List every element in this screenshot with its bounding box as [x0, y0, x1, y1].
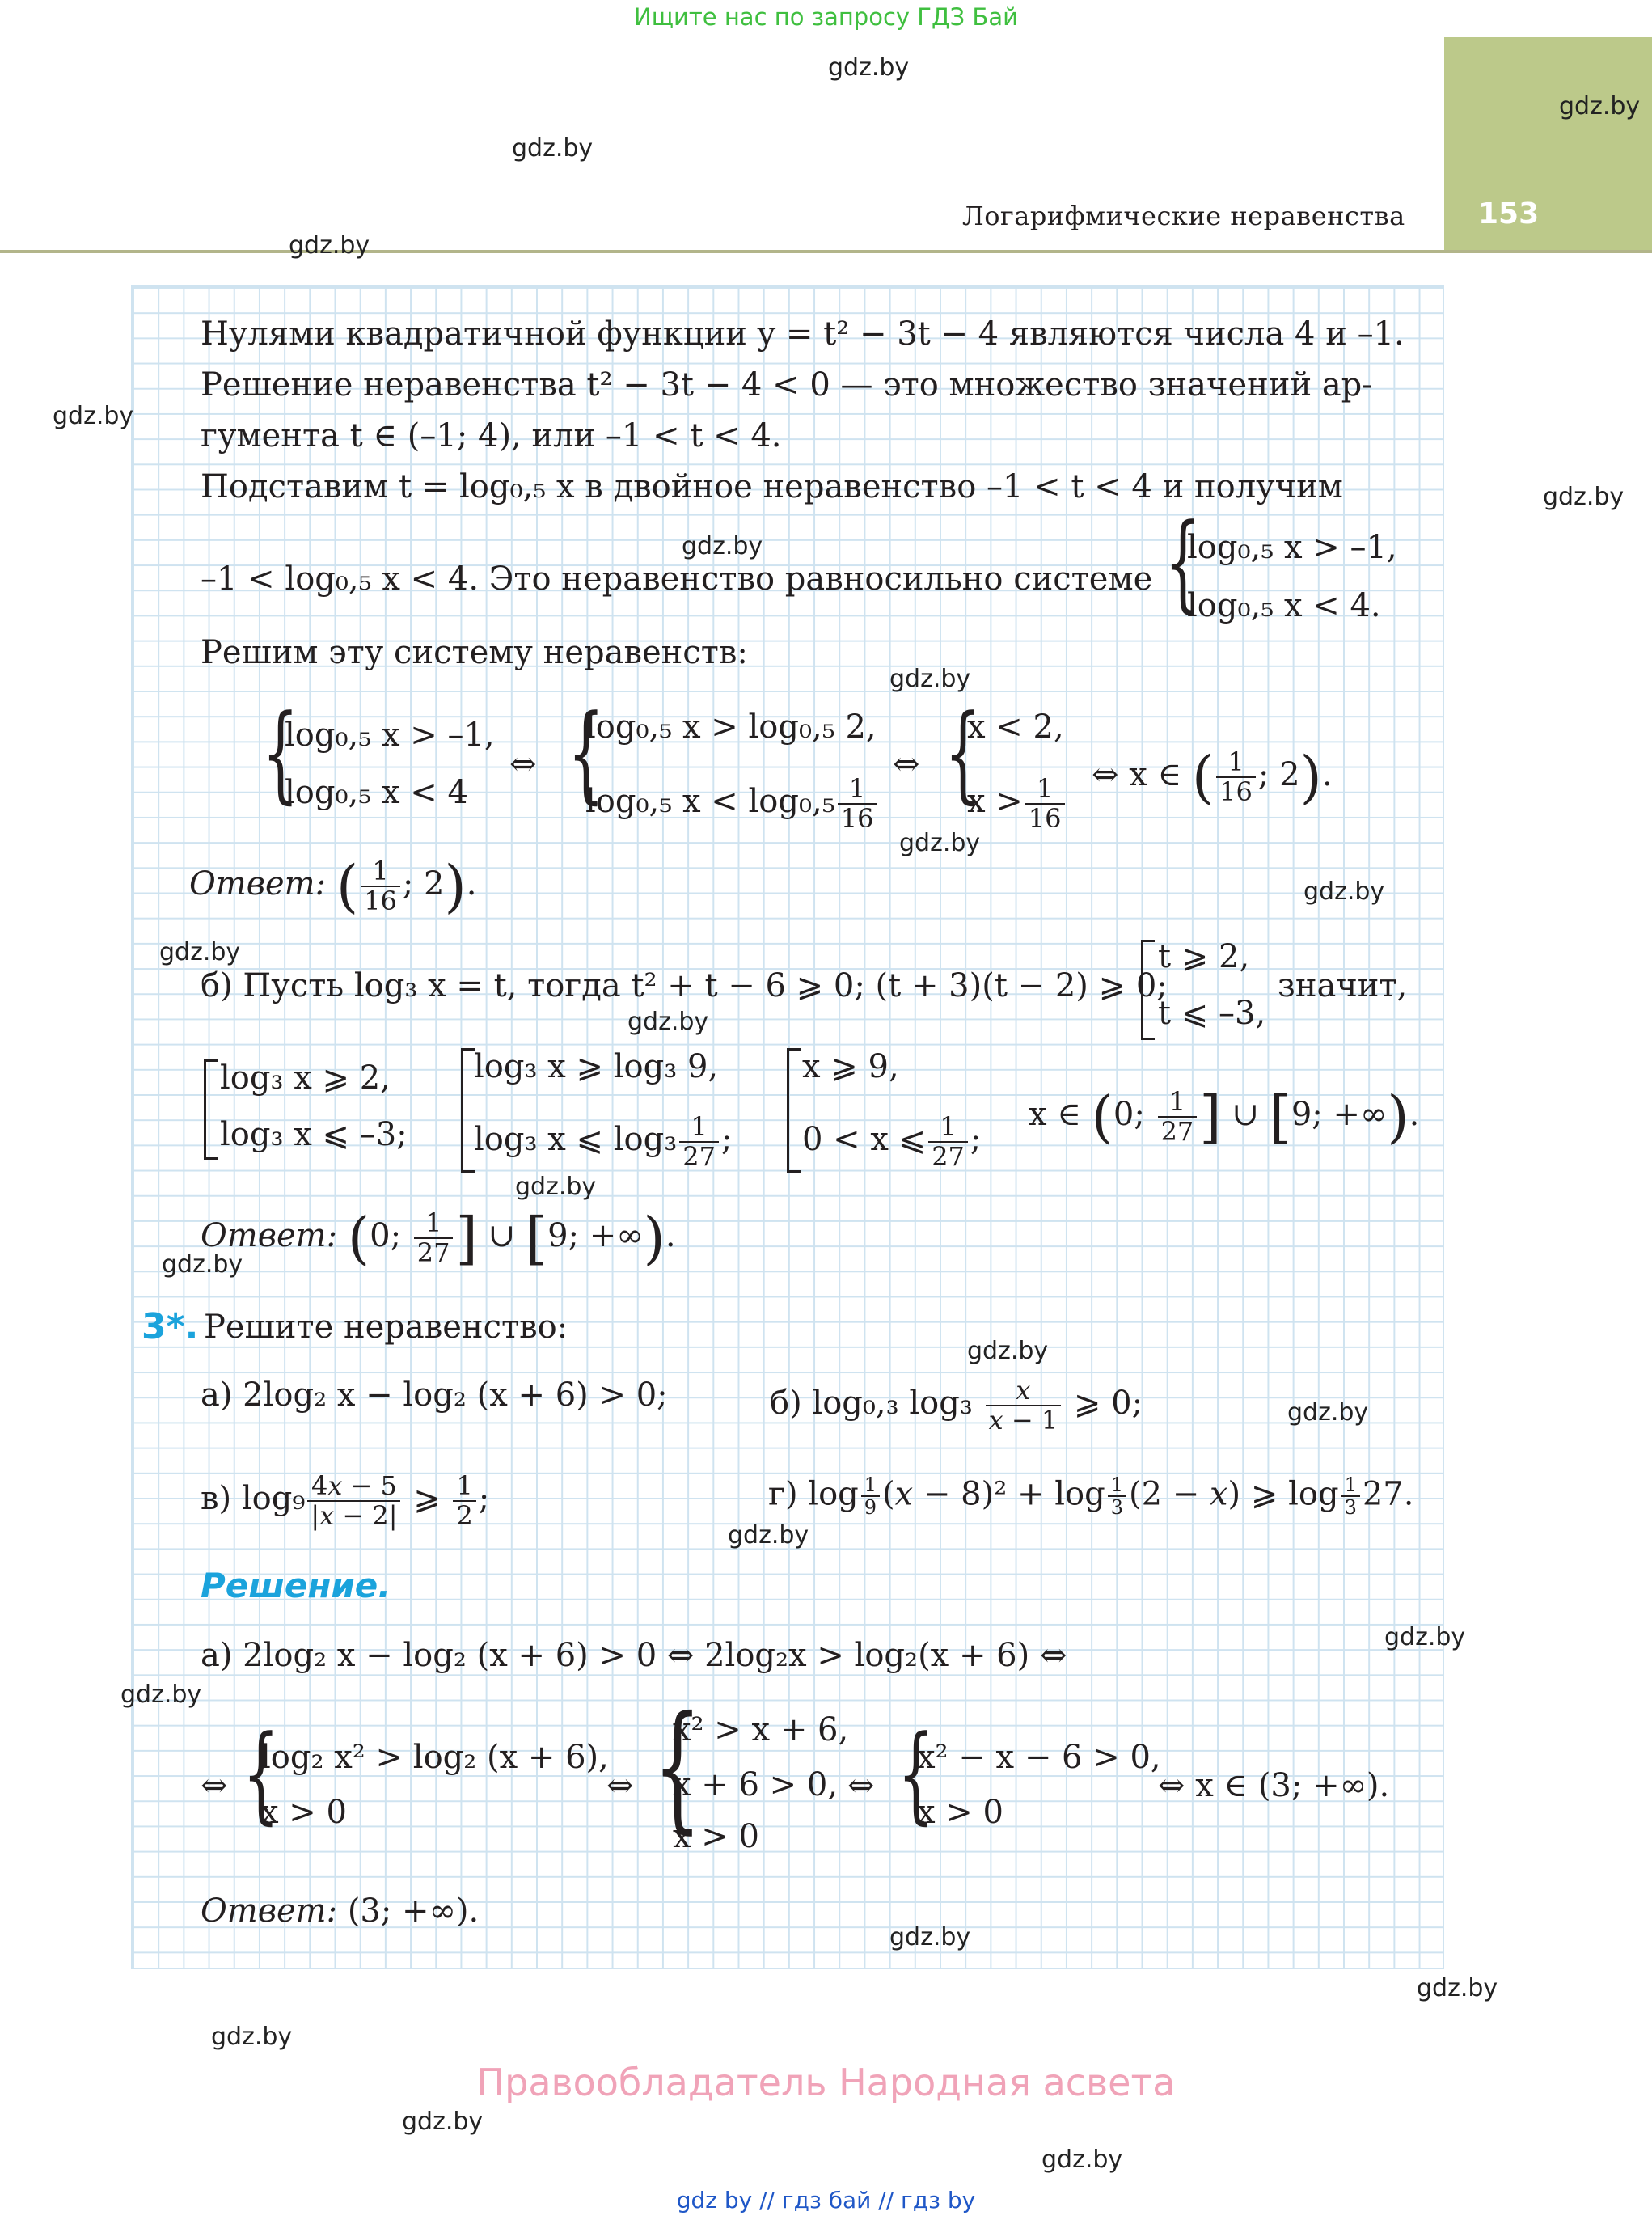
text-line: Решим эту систему неравенств:: [201, 634, 748, 671]
system-line: x > 0: [673, 1818, 759, 1855]
watermark: gdz.by: [289, 231, 370, 260]
system-line: log₀,₅ x > –1,: [285, 717, 495, 754]
equiv-sign: ⇔: [606, 1767, 634, 1804]
watermark: gdz.by: [682, 532, 763, 560]
system-line: x > 0: [260, 1794, 347, 1831]
system-brace: {: [243, 1712, 280, 1835]
task-item: в) log₉ $\frac{4x - 5}{|x - 2|}$ ⩾ $\frac{1}{2}$ ;: [201, 1470, 490, 1532]
text-line: –1 < log₀,₅ x < 4. Это неравенство равносильно системе: [201, 560, 1153, 598]
watermark: gdz.by: [211, 2023, 293, 2051]
top-banner[interactable]: Ищите нас по запросу ГДЗ Бай: [634, 3, 1018, 31]
math-line: x ∈ (0; $\frac{1}{27}$ ] ∪ [9; +∞).: [1029, 1084, 1420, 1150]
system-line: x < 2,: [967, 708, 1064, 746]
watermark: gdz.by: [159, 938, 241, 966]
system-line: t ⩽ –3,: [1158, 995, 1266, 1032]
answer-line: Ответ: (0; $\frac{1}{27}$ ] ∪ [9; +∞).: [201, 1205, 676, 1271]
system-line: x > $\frac{1}{16}$: [967, 775, 1067, 833]
system-line: x² > x + 6,: [673, 1711, 849, 1748]
task-text: Решите неравенство:: [204, 1309, 568, 1346]
page-number: 153: [1478, 197, 1540, 230]
text-line: б) Пусть log₃ x = t, тогда t² + t − 6 ⩾ 0; (t + 3)(t − 2) ⩾ 0;: [201, 967, 1168, 1004]
system-brace: {: [898, 1712, 935, 1835]
system-line: log₀,₅ x > –1,: [1187, 529, 1397, 566]
text-line: Нулями квадратичной функции y = t² − 3t − 4 являются числа 4 и –1.: [201, 315, 1405, 353]
system-line: 0 < x ⩽ $\frac{1}{27}$ ;: [802, 1111, 982, 1173]
text-line: Подставим t = log₀,₅ x в двойное неравенство –1 < t < 4 и получим: [201, 468, 1343, 505]
watermark: gdz.by: [1287, 1398, 1369, 1427]
task-item: а) 2log₂ x − log₂ (x + 6) > 0;: [201, 1376, 668, 1414]
watermark: gdz.by: [889, 665, 971, 693]
set-bracket: [461, 1048, 475, 1173]
watermark: gdz.by: [53, 402, 134, 430]
task-item: б) log₀,₃ log₃ $\frac{x}{x - 1}$ ⩾ 0;: [770, 1375, 1143, 1436]
text-line: Решение неравенства t² − 3t − 4 < 0 — это множество значений ар-: [201, 366, 1373, 404]
system-line: log₃ x ⩽ –3;: [220, 1116, 408, 1153]
footer-links[interactable]: gdz by // гдз бай // гдз by: [676, 2187, 976, 2213]
text-line: значит,: [1278, 967, 1408, 1004]
watermark: gdz.by: [1417, 1974, 1498, 2002]
watermark: gdz.by: [899, 829, 981, 857]
watermark: gdz.by: [1543, 483, 1625, 511]
equiv-sign: ⇔: [893, 746, 920, 783]
equiv-sign: ⇔: [847, 1767, 875, 1804]
system-line: log₃ x ⩽ log₃ $\frac{1}{27}$ ;: [474, 1111, 733, 1173]
watermark: gdz.by: [889, 1923, 971, 1951]
equiv-sign: ⇔: [509, 746, 537, 783]
task-item: г) log $\frac{1}{9}$ (x − 8)² + log $\frac{1}{3}$ (2 − x) ⩾ log $\frac{1}{3}$ 27.: [768, 1474, 1414, 1520]
watermark: gdz.by: [1559, 92, 1641, 121]
system-line: x > 0: [917, 1794, 1003, 1831]
system-brace: {: [568, 691, 605, 814]
watermark: gdz.by: [162, 1250, 243, 1279]
system-line: log₃ x ⩾ 2,: [220, 1059, 391, 1097]
system-brace: {: [944, 691, 982, 814]
watermark: gdz.by: [515, 1173, 597, 1201]
system-line: x² − x − 6 > 0,: [917, 1739, 1161, 1776]
set-bracket: [204, 1059, 218, 1160]
math-line: ⇔ x ∈ ( $\frac{1}{16}$ ; 2).: [1092, 744, 1333, 810]
system-line: log₀,₅ x < log₀,₅ $\frac{1}{16}$: [585, 775, 879, 833]
watermark: gdz.by: [627, 1008, 709, 1036]
solution-label: Решение.: [201, 1566, 391, 1605]
system-line: x ⩾ 9,: [802, 1048, 899, 1085]
task-number: 3*.: [142, 1306, 199, 1347]
system-line: x + 6 > 0,: [673, 1766, 839, 1803]
system-brace: {: [262, 691, 299, 814]
answer-line: Ответ: (3; +∞).: [201, 1892, 480, 1930]
watermark: gdz.by: [120, 1681, 202, 1709]
watermark: gdz.by: [1384, 1623, 1466, 1651]
text-line: а) 2log₂ x − log₂ (x + 6) > 0 ⇔ 2log₂x > log₂(x + 6) ⇔: [201, 1637, 1067, 1674]
watermark: gdz.by: [402, 2108, 484, 2136]
system-line: log₃ x ⩾ log₃ 9,: [474, 1048, 719, 1085]
watermark: gdz.by: [512, 134, 594, 163]
watermark: gdz.by: [967, 1337, 1049, 1365]
watermark: gdz.by: [728, 1521, 809, 1550]
equiv-sign: ⇔: [201, 1767, 228, 1804]
watermark: gdz.by: [1041, 2146, 1123, 2174]
math-line: ⇔ x ∈ (3; +∞).: [1158, 1767, 1390, 1804]
system-line: log₀,₅ x > log₀,₅ 2,: [585, 708, 877, 746]
answer-line: Ответ: ( $\frac{1}{16}$ ; 2).: [189, 853, 477, 920]
system-line: log₀,₅ x < 4: [285, 774, 468, 811]
system-line: t ⩾ 2,: [1158, 938, 1250, 975]
chapter-title: Логарифмические неравенства: [962, 201, 1405, 231]
header-divider: [0, 250, 1652, 253]
system-brace: {: [653, 1687, 702, 1847]
set-bracket: [787, 1048, 801, 1173]
system-brace: {: [1164, 501, 1202, 624]
system-line: log₀,₅ x < 4.: [1187, 587, 1381, 624]
system-line: log₂ x² > log₂ (x + 6),: [260, 1739, 609, 1776]
rights-holder: Правообладатель Народная асвета: [476, 2061, 1176, 2104]
set-bracket: [1141, 940, 1155, 1040]
text-line: гумента t ∈ (–1; 4), или –1 < t < 4.: [201, 417, 782, 455]
watermark: gdz.by: [1303, 877, 1385, 906]
page-tab: [1444, 37, 1652, 252]
watermark: gdz.by: [828, 53, 910, 82]
